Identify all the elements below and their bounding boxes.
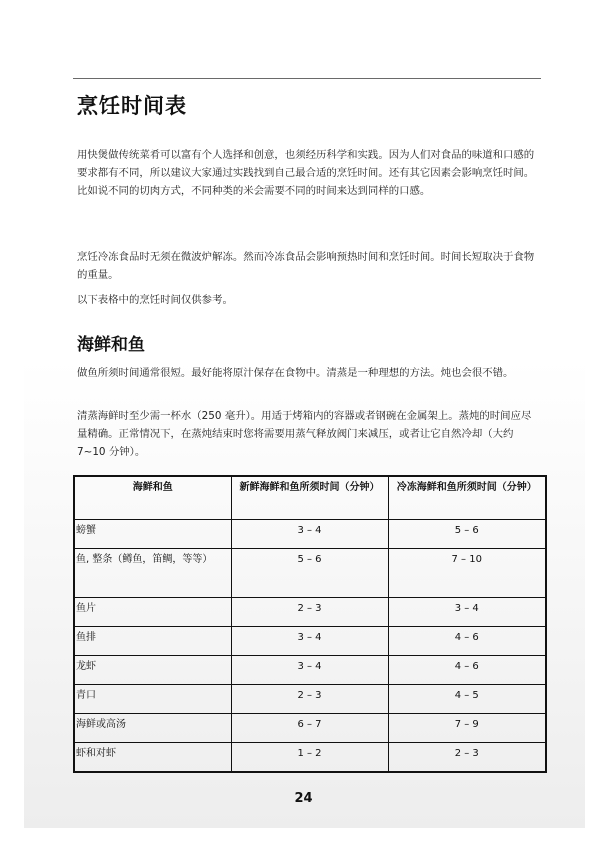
- header-frozen-time: 冷冻海鲜和鱼所须时间（分钟）: [388, 476, 546, 520]
- row-frozen-time: 7 – 9: [388, 714, 546, 743]
- row-fresh-time: 5 – 6: [231, 549, 388, 598]
- intro-paragraph: 用快煲做传统菜肴可以富有个人选择和创意，也须经历科学和实践。因为人们对食品的味道和口感的要求都有不同，所以建议大家通过实践找到自己最合适的烹饪时间。还有其它因素会影响烹饪时间。 比如说不同的切肉方式，不同种类的米会需要不同的时间来达到同样的口感。: [77, 149, 535, 197]
- row-frozen-time: 4 – 6: [388, 627, 546, 656]
- table-row: [74, 549, 546, 598]
- table-row: [74, 627, 546, 656]
- header-fresh-time: 新鲜海鲜和鱼所须时间（分钟）: [231, 476, 388, 520]
- table-row: [74, 656, 546, 685]
- row-fresh-time: 3 – 4: [231, 656, 388, 685]
- row-frozen-time: 7 – 10: [388, 549, 546, 598]
- row-food-name: 青口: [74, 685, 231, 714]
- table-header-row: [74, 476, 546, 520]
- reference-note: 以下表格中的烹饪时间仅供参考。: [77, 294, 233, 306]
- row-food-name: 鱼排: [74, 627, 231, 656]
- row-fresh-time: 2 – 3: [231, 685, 388, 714]
- frozen-food-paragraph: 烹饪冷冻食品时无须在微波炉解冻。然而冷冻食品会影响预热时间和烹饪时间。时间长短取决于食物的重量。: [77, 251, 535, 281]
- row-fresh-time: 3 – 4: [231, 627, 388, 656]
- table-row: [74, 598, 546, 627]
- section-intro-paragraph: 做鱼所须时间通常很短。最好能将原汁保存在食物中。清蒸是一种理想的方法。炖也会很不错。: [77, 367, 514, 379]
- cooking-time-table: [73, 475, 547, 773]
- row-fresh-time: 6 – 7: [231, 714, 388, 743]
- row-food-name: 海鲜或高汤: [74, 714, 231, 743]
- row-fresh-time: 1 – 2: [231, 743, 388, 773]
- page-number: 24: [294, 791, 313, 806]
- table-row: [74, 685, 546, 714]
- section-title: 海鲜和鱼: [77, 335, 145, 355]
- row-food-name: 虾和对虾: [74, 743, 231, 773]
- steaming-paragraph: 清蒸海鲜时至少需一杯水（250 毫升）。用适于烤箱内的容器或者钢碗在金属架上。蒸炖的时间应尽量精确。正常情况下，在蒸炖结束时您将需要用蒸气释放阀门来减压，或者让它自然冷却（大约 7~10 分钟）。: [77, 410, 532, 458]
- table-row: [74, 520, 546, 549]
- page-title: 烹饪时间表: [77, 94, 187, 118]
- row-fresh-time: 2 – 3: [231, 598, 388, 627]
- row-food-name: 鱼, 整条（鳟鱼，笛鲷，等等）: [74, 549, 231, 598]
- row-food-name: 螃蟹: [74, 520, 231, 549]
- row-frozen-time: 4 – 6: [388, 656, 546, 685]
- table-row: [74, 743, 546, 773]
- row-frozen-time: 2 – 3: [388, 743, 546, 773]
- row-food-name: 龙虾: [74, 656, 231, 685]
- row-frozen-time: 3 – 4: [388, 598, 546, 627]
- row-frozen-time: 4 – 5: [388, 685, 546, 714]
- header-divider: [73, 78, 541, 79]
- row-food-name: 鱼片: [74, 598, 231, 627]
- row-fresh-time: 3 – 4: [231, 520, 388, 549]
- header-seafood: 海鲜和鱼: [74, 476, 231, 520]
- row-frozen-time: 5 – 6: [388, 520, 546, 549]
- table-row: [74, 714, 546, 743]
